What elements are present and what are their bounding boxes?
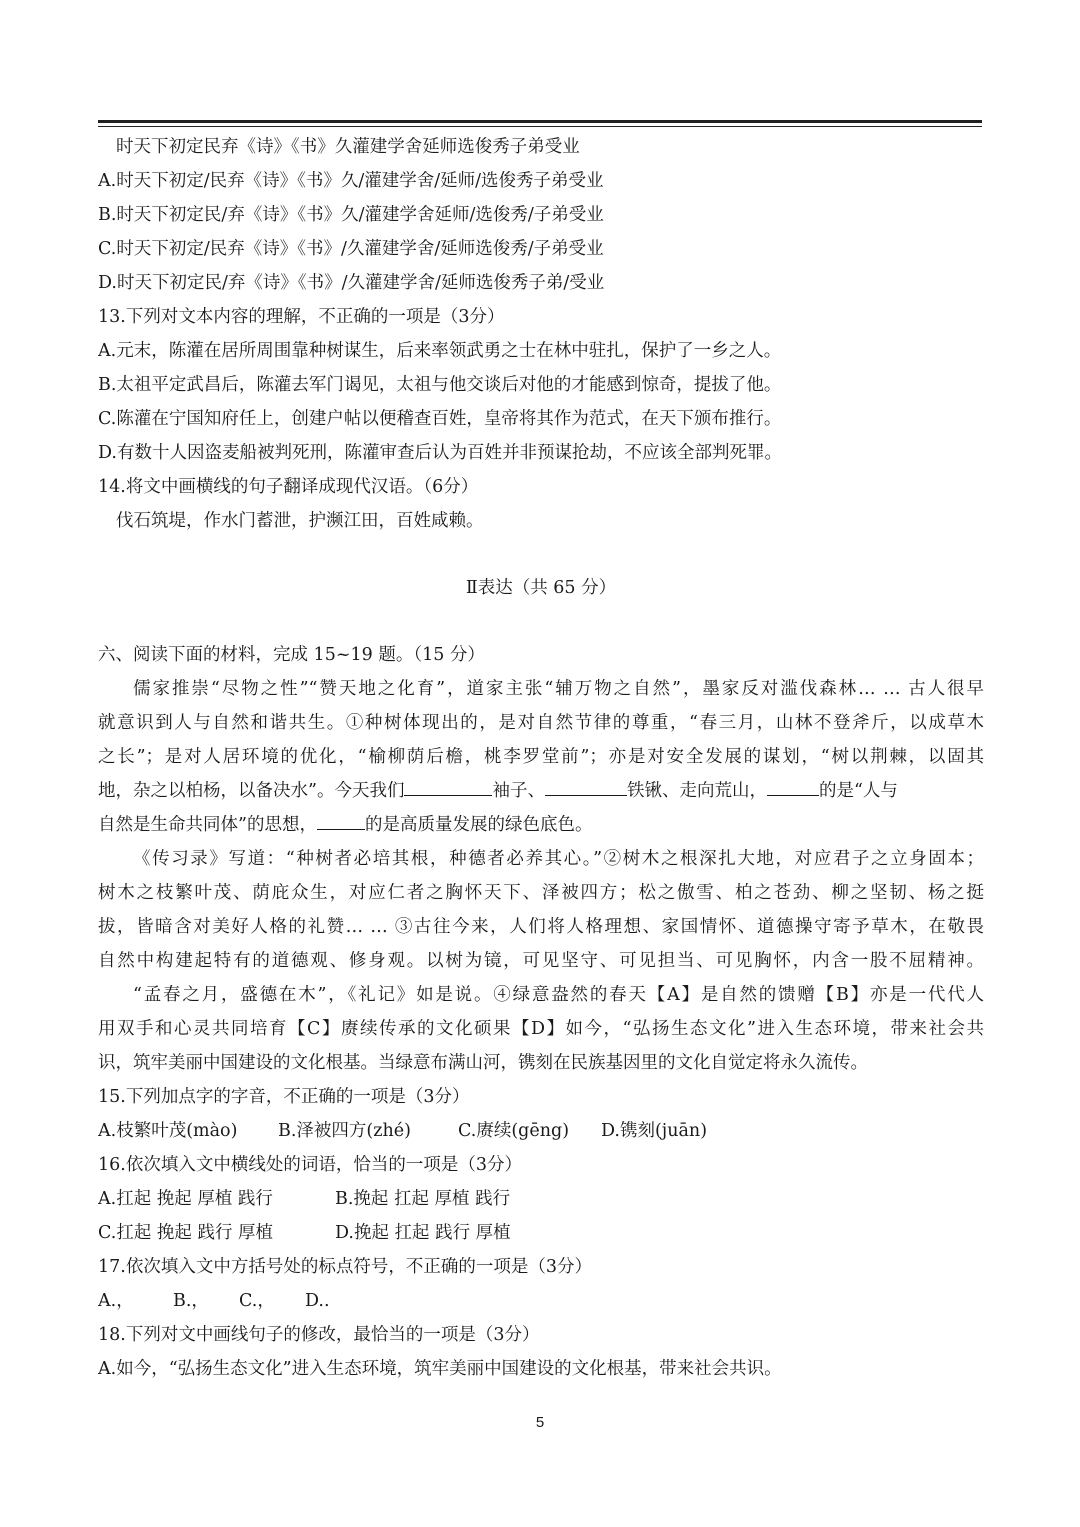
q17-option-c: C.， xyxy=(239,1291,275,1311)
passage-p1-line5-b: 的是高质量发展的绿色底色。 xyxy=(364,815,593,835)
passage-p3-line3: 识，筑牢美丽中国建设的文化根基。当绿意布满山河，镌刻在民族基因里的文化自觉定将永久流传。 xyxy=(98,1053,868,1073)
fill-blank-1 xyxy=(404,775,492,796)
q12-option-d: D.时天下初定民/弃《诗》《书》/久灌建学舍/延师选俊秀子弟/受业 xyxy=(98,273,605,293)
q14-stem: 14.将文中画横线的句子翻译成现代汉语。（6分） xyxy=(98,477,479,497)
part6-heading: 六、阅读下面的材料，完成 15~19 题。（15 分） xyxy=(98,645,485,665)
q16-option-a: A.扛起 挽起 厚植 践行 xyxy=(98,1189,273,1209)
q16-stem: 16.依次填入文中横线处的词语，恰当的一项是（3分） xyxy=(98,1155,522,1175)
q15-option-d: D.镌刻(juān) xyxy=(601,1121,708,1141)
passage-p1-line4 xyxy=(98,774,984,808)
passage-p2-line1: 《传习录》写道：“种树者必培其根，种德者必养其心。”②树木之根深扎大地，对应君子之立身固本； xyxy=(133,849,984,869)
passage-p1-line4-a: 地，杂之以柏杨，以备决水”。今天我们 xyxy=(98,781,405,801)
passage-p1-line5-a: 自然是生命共同体”的思想， xyxy=(98,815,317,835)
q16-option-c: C.扛起 挽起 践行 厚植 xyxy=(98,1223,274,1243)
q13-stem: 13.下列对文本内容的理解，不正确的一项是（3分） xyxy=(98,307,505,327)
q13-option-a: A.元末，陈灌在居所周围靠种树谋生，后来率领武勇之士在林中驻扎，保护了一乡之人。 xyxy=(98,341,782,361)
passage-p1-line4-d: 的是“人与 xyxy=(818,781,898,801)
passage-p2-line3: 拔，皆暗含对美好人格的礼赞… … ③古往今来，人们将人格理想、家国情怀、道德操守寄予草木，在敬畏 xyxy=(98,917,984,937)
q15-option-b: B.泽被四方(zhé) xyxy=(278,1121,411,1141)
passage-p1-line1: 儒家推崇“尽物之性”“赞天地之化育”，道家主张“辅万物之自然”，墨家反对滥伐森林… … 古人很早 xyxy=(133,679,984,699)
q15-stem: 15.下列加点字的字音，不正确的一项是（3分） xyxy=(98,1087,470,1107)
q17-stem: 17.依次填入文中方括号处的标点符号，不正确的一项是（3分） xyxy=(98,1257,592,1277)
q16-option-b: B.挽起 扛起 厚植 践行 xyxy=(335,1189,511,1209)
q17-option-a: A.， xyxy=(98,1291,134,1311)
q16-options-row2 xyxy=(98,1216,984,1250)
passage-p1-line2: 就意识到人与自然和谐共生。①种树体现出的，是对自然节律的尊重，“春三月，山林不登斧斤，以成草木 xyxy=(98,713,984,733)
section-title: Ⅱ表达（共 65 分） xyxy=(465,578,617,598)
q17-option-b: B.， xyxy=(173,1291,209,1311)
passage-p2-line4: 自然中构建起特有的道德观、修身观。以树为镜，可见坚守、可见担当、可见胸怀，内含一股不屈精神。 xyxy=(98,951,984,971)
q12-option-b: B.时天下初定民/弃《诗》《书》久/灌建学舍延师/选俊秀/子弟受业 xyxy=(98,205,604,225)
fill-blank-3 xyxy=(767,775,819,796)
q15-option-a: A.枝繁叶茂(mào) xyxy=(98,1121,238,1141)
passage-p1-line4-b: 袖子、 xyxy=(492,781,545,801)
q12-option-a: A.时天下初定/民弃《诗》《书》久/灌建学舍/延师/选俊秀子弟受业 xyxy=(98,171,604,191)
q15-options xyxy=(98,1114,984,1148)
passage-p3-line1: “孟春之月，盛德在木”，《礼记》如是说。④绿意盎然的春天【A】是自然的馈赠【B】亦是一代代人 xyxy=(133,985,984,1005)
q12-sentence: 时天下初定民弃《诗》《书》久灌建学舍延师选俊秀子弟受业 xyxy=(116,137,580,157)
q14-sentence: 伐石筑堤，作水门蓄泄，护濒江田，百姓咸赖。 xyxy=(116,511,484,531)
q12-option-c: C.时天下初定/民弃《诗》《书》/久灌建学舍/延师选俊秀/子弟受业 xyxy=(98,239,604,259)
passage-p1-line3: 之长”；是对人居环境的优化，“榆柳荫后檐，桃李罗堂前”；亦是对安全发展的谋划，“树以荆棘，以固其 xyxy=(98,747,984,767)
q13-option-c: C.陈灌在宁国知府任上，创建户帖以便稽查百姓，皇帝将其作为范式，在天下颁布推行。 xyxy=(98,409,782,429)
passage-p2-line2: 树木之枝繁叶茂、荫庇众生，对应仁者之胸怀天下、泽被四方；松之傲雪、柏之苍劲、柳之坚韧、杨之挺 xyxy=(98,883,984,903)
q17-options xyxy=(98,1284,984,1318)
q13-option-d: D.有数十人因盗麦船被判死刑，陈灌审查后认为百姓并非预谋抢劫，不应该全部判死罪。 xyxy=(98,443,782,463)
q13-option-b: B.太祖平定武昌后，陈灌去军门谒见，太祖与他交谈后对他的才能感到惊奇，提拔了他。 xyxy=(98,375,782,395)
q16-options-row1 xyxy=(98,1182,984,1216)
header-rule-thin xyxy=(98,126,982,127)
passage-p3-line2: 用双手和心灵共同培育【C】赓续传承的文化硕果【D】如今，“弘扬生态文化”进入生态环境，带来社会共 xyxy=(98,1019,984,1039)
fill-blank-2 xyxy=(545,775,627,796)
q18-option-a: A.如今，“弘扬生态文化”进入生态环境，筑牢美丽中国建设的文化根基，带来社会共识。 xyxy=(98,1359,782,1379)
header-rule-thick xyxy=(98,120,982,123)
q16-option-d: D.挽起 扛起 践行 厚植 xyxy=(335,1223,511,1243)
q15-option-c: C.赓续(gēng) xyxy=(458,1121,570,1141)
passage-p1-line5 xyxy=(98,808,984,842)
page-number: 5 xyxy=(535,1414,545,1431)
q18-stem: 18.下列对文中画线句子的修改，最恰当的一项是（3分） xyxy=(98,1325,540,1345)
passage-p1-line4-c: 铁锹、走向荒山， xyxy=(626,781,767,801)
q17-option-d: D.. xyxy=(305,1291,330,1311)
page-content xyxy=(98,130,984,1386)
fill-blank-4 xyxy=(317,809,365,830)
